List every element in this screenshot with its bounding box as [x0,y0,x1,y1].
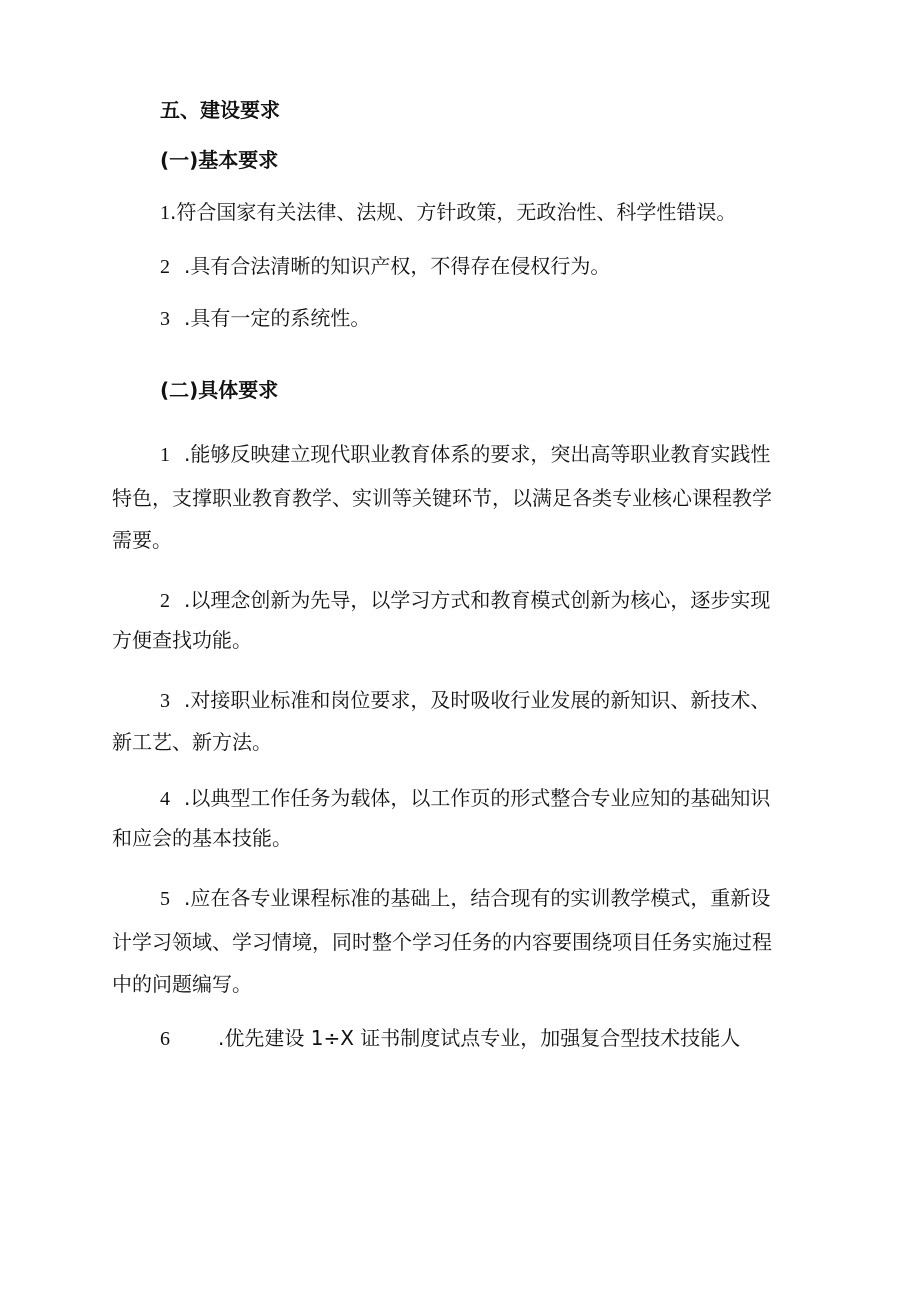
specific-item-3-line-2: 新工艺、新方法。 [112,730,272,754]
specific-item-1-line-1 [160,442,770,467]
subsection-basic-title: (一)基本要求 [160,148,279,172]
basic-item-1 [160,200,736,225]
basic-item-2 [160,254,610,279]
item-number: 2 [160,256,170,278]
item-text: .应在各专业课程标准的基础上，结合现有的实训教学模式，重新设 [184,886,771,910]
item-text: .能够反映建立现代职业教育体系的要求，突出高等职业教育实践性 [184,442,771,466]
basic-item-3 [160,306,370,331]
specific-item-5-line-3: 中的问题编写。 [112,972,252,996]
section-heading: 五、建设要求 [160,98,280,122]
item-number: 2 [160,590,170,612]
item-number: 3 [160,690,170,712]
item-number: 1 [160,202,170,224]
item-text: .具有合法清晰的知识产权，不得存在侵权行为。 [184,254,611,278]
specific-item-2-line-2: 方便查找功能。 [112,628,252,652]
item-text: .以理念创新为先导，以学习方式和教育模式创新为核心，逐步实现 [184,588,771,612]
item-number: 3 [160,308,170,330]
specific-item-4-line-1 [160,786,770,811]
specific-item-1-line-2: 特色，支撑职业教育教学、实训等关键环节，以满足各类专业核心课程教学 [112,486,772,510]
item-text: .具有一定的系统性。 [184,306,371,330]
specific-item-6-line-1 [160,1026,740,1051]
specific-item-1-line-3: 需要。 [112,528,172,552]
item-number: 1 [160,444,170,466]
item-number: 4 [160,788,170,810]
specific-item-5-line-1 [160,886,770,911]
specific-item-4-line-2: 和应会的基本技能。 [112,826,292,850]
item-text: .以典型工作任务为载体，以工作页的形式整合专业应知的基础知识 [184,786,771,810]
item-number: 6 [160,1028,170,1050]
item-number: 5 [160,888,170,910]
item-text: .优先建设 1÷X 证书制度试点专业，加强复合型技术技能人 [218,1026,741,1050]
specific-item-3-line-1 [160,688,770,713]
specific-item-5-line-2: 计学习领域、学习情境，同时整个学习任务的内容要围绕项目任务实施过程 [112,930,772,954]
subsection-specific-title: (二)具体要求 [160,378,279,402]
specific-item-2-line-1 [160,588,770,613]
item-text: .对接职业标准和岗位要求，及时吸收行业发展的新知识、新技术、 [184,688,771,712]
item-text: .符合国家有关法律、法规、方针政策，无政治性、科学性错误。 [170,200,737,224]
